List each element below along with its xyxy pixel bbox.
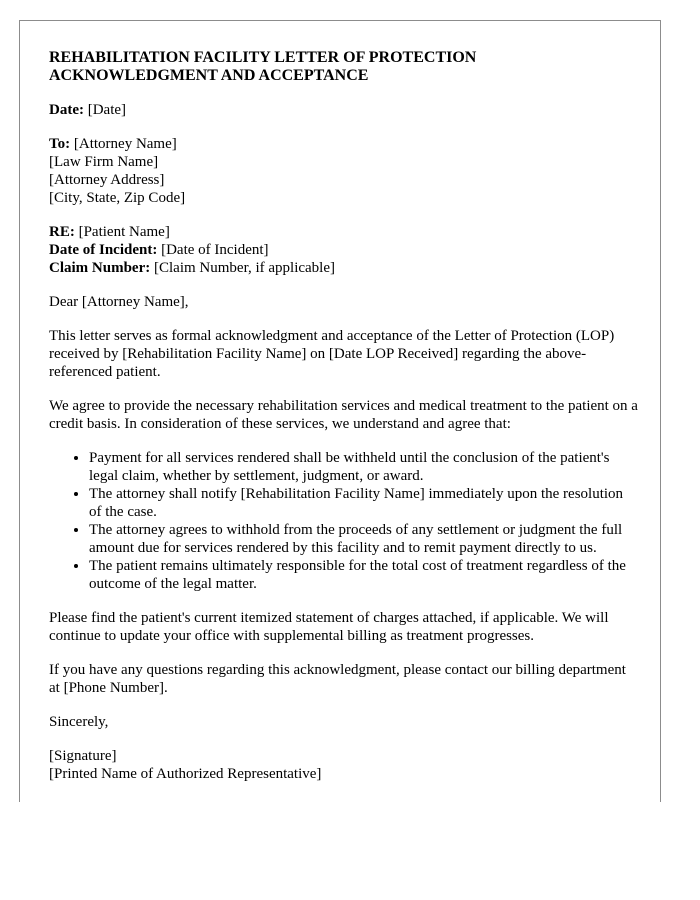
incident-value: [Date of Incident]	[161, 242, 269, 258]
printed-name-line: [Printed Name of Authorized Representative]	[49, 766, 322, 782]
recipient-attorney-line	[49, 135, 639, 153]
terms-list-item: • The attorney agrees to withhold from the proceeds of any settlement or judgment the full amount due for services rendered by this facility and to remit payment directly to us.	[89, 521, 639, 557]
re-line	[49, 223, 639, 241]
reference-block	[49, 223, 639, 277]
body-paragraph: We agree to provide the necessary rehabilitation services and medical treatment to the patient on a credit basis. In consideration of these services, we understand and agree that:	[49, 398, 638, 432]
law-firm-name: [Law Firm Name]	[49, 154, 159, 170]
letter-page	[19, 20, 661, 802]
incident-label: Date of Incident:	[49, 242, 158, 258]
body-paragraph: Please find the patient's current itemized statement of charges attached, if applicable. We will continue to update your office with supplemental billing as treatment progresses.	[49, 610, 609, 644]
claim-label: Claim Number:	[49, 260, 151, 276]
letter-title: REHABILITATION FACILITY LETTER OF PROTECTION ACKNOWLEDGMENT AND ACCEPTANCE	[49, 49, 477, 84]
claim-value: [Claim Number, if applicable]	[154, 260, 336, 276]
letter-content	[49, 49, 639, 799]
date-label: Date:	[49, 102, 84, 118]
signoff: Sincerely,	[49, 714, 109, 730]
body-paragraph: This letter serves as formal acknowledgment and acceptance of the Letter of Protection (LOP) received by [Rehabilitation Facility Name] on [Date LOP Received] regarding the above-referenced patient.	[49, 328, 615, 380]
salutation: Dear [Attorney Name],	[49, 294, 189, 310]
body-paragraph: If you have any questions regarding this acknowledgment, please contact our billing department at [Phone Number].	[49, 662, 626, 696]
terms-list-item: • The attorney shall notify [Rehabilitation Facility Name] immediately upon the resolution of the case.	[89, 485, 639, 521]
date-value: [Date]	[87, 102, 127, 118]
recipient-block	[49, 135, 639, 207]
to-label: To:	[49, 136, 71, 152]
city-state-zip: [City, State, Zip Code]	[49, 190, 186, 206]
terms-list-item: • The patient remains ultimately responsible for the total cost of treatment regardless of the outcome of the legal matter.	[89, 557, 639, 593]
attorney-address: [Attorney Address]	[49, 172, 165, 188]
date-line	[49, 101, 639, 119]
terms-list	[49, 449, 639, 593]
claim-line	[49, 259, 639, 277]
terms-list-item: • Payment for all services rendered shall be withheld until the conclusion of the patient's legal claim, whether by settlement, judgment, or award.	[89, 449, 639, 485]
signature-block	[49, 747, 639, 783]
signature-line: [Signature]	[49, 748, 117, 764]
re-label: RE:	[49, 224, 75, 240]
attorney-name: [Attorney Name]	[73, 136, 177, 152]
re-value: [Patient Name]	[78, 224, 170, 240]
incident-line	[49, 241, 639, 259]
